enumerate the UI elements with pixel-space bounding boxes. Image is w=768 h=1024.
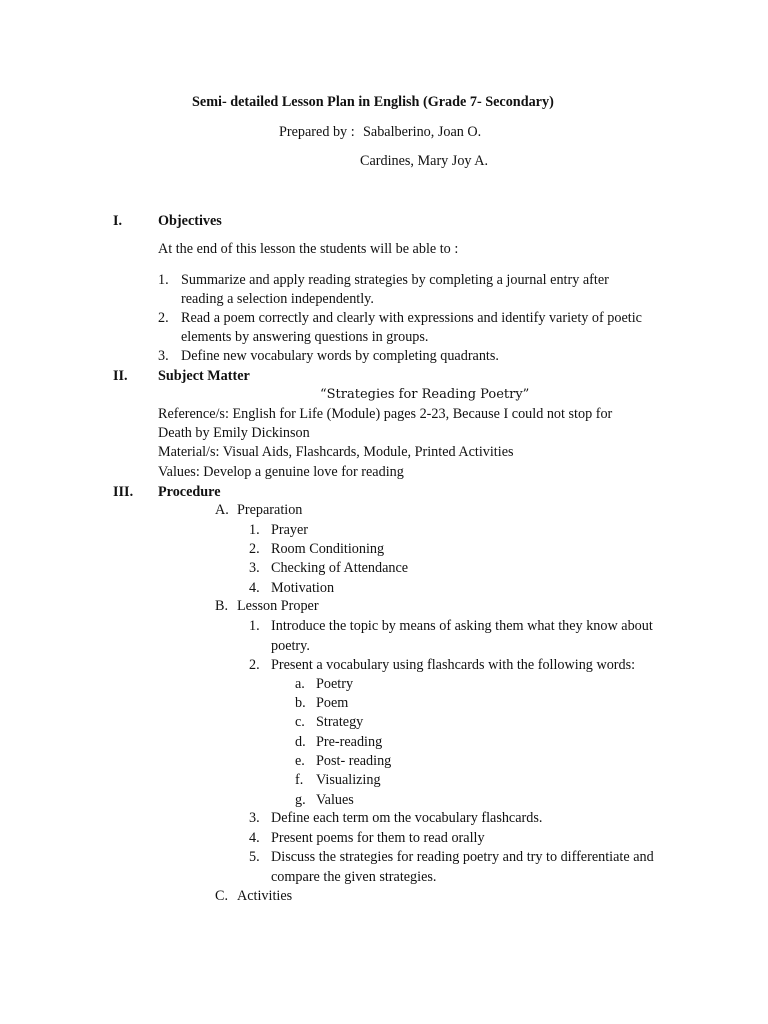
list-marker: c. (295, 714, 305, 730)
list-marker: 2. (249, 657, 260, 673)
subsection-heading-lesson-proper: Lesson Proper (237, 598, 319, 614)
list-marker: 1. (158, 272, 169, 288)
objective-item: Read a poem correctly and clearly with expressions and identify variety of poetic (181, 310, 642, 326)
subsection-marker: A. (215, 502, 229, 518)
list-marker: 3. (249, 560, 260, 576)
list-marker: 3. (158, 348, 169, 364)
objective-item: Summarize and apply reading strategies by completing a journal entry after (181, 272, 609, 288)
list-marker: 1. (249, 618, 260, 634)
list-marker: 5. (249, 849, 260, 865)
values-text: Values: Develop a genuine love for reading (158, 464, 404, 480)
document-title: Semi- detailed Lesson Plan in English (Grade 7- Secondary) (192, 94, 554, 110)
list-item: Introduce the topic by means of asking them what they know about (271, 618, 653, 634)
vocabulary-word: Poem (316, 695, 349, 711)
list-marker: d. (295, 734, 306, 750)
list-marker: 2. (249, 541, 260, 557)
section-numeral: III. (113, 484, 134, 500)
author-name: Cardines, Mary Joy A. (360, 153, 489, 169)
list-marker: 3. (249, 810, 260, 826)
list-marker: 2. (158, 310, 169, 326)
list-item: Prayer (271, 522, 309, 538)
author-name: Sabalberino, Joan O. (363, 124, 482, 140)
section-heading-objectives: Objectives (158, 213, 222, 229)
list-item: Motivation (271, 580, 335, 596)
vocabulary-word: Strategy (316, 714, 364, 730)
objective-item-continued: elements by answering questions in groups. (181, 329, 429, 345)
list-marker: g. (295, 792, 306, 808)
materials-text: Material/s: Visual Aids, Flashcards, Module, Printed Activities (158, 444, 514, 460)
list-item: Checking of Attendance (271, 560, 409, 576)
section-heading-subject-matter: Subject Matter (158, 368, 250, 384)
objectives-intro: At the end of this lesson the students will be able to : (158, 241, 459, 257)
list-marker: b. (295, 695, 306, 711)
list-marker: f. (295, 772, 304, 788)
prepared-by-label: Prepared by : (279, 124, 355, 140)
section-heading-procedure: Procedure (158, 484, 221, 500)
list-marker: 4. (249, 830, 260, 846)
reference-text-continued: Death by Emily Dickinson (158, 425, 310, 441)
list-item: Discuss the strategies for reading poetry and try to differentiate and (271, 849, 654, 865)
list-item: Present a vocabulary using flashcards with the following words: (271, 657, 636, 673)
vocabulary-word: Visualizing (316, 772, 381, 788)
list-item: Room Conditioning (271, 541, 385, 557)
list-marker: 4. (249, 580, 260, 596)
lesson-topic: “Strategies for Reading Poetry” (320, 387, 530, 402)
objective-item-continued: reading a selection independently. (181, 291, 374, 307)
subsection-heading-preparation: Preparation (237, 502, 303, 518)
list-item-continued: compare the given strategies. (271, 869, 437, 885)
objective-item: Define new vocabulary words by completing quadrants. (181, 348, 499, 364)
list-marker: 1. (249, 522, 260, 538)
subsection-marker: C. (215, 888, 229, 904)
vocabulary-word: Poetry (316, 676, 354, 692)
vocabulary-word: Pre-reading (316, 734, 383, 750)
section-numeral: II. (113, 368, 128, 384)
list-item: Present poems for them to read orally (271, 830, 485, 846)
subsection-heading-activities: Activities (237, 888, 293, 904)
list-marker: e. (295, 753, 305, 769)
list-item-continued: poetry. (271, 638, 310, 654)
section-numeral: I. (113, 213, 123, 229)
list-marker: a. (295, 676, 305, 692)
vocabulary-word: Post- reading (316, 753, 392, 769)
subsection-marker: B. (215, 598, 229, 614)
vocabulary-word: Values (316, 792, 354, 808)
list-item: Define each term om the vocabulary flashcards. (271, 810, 543, 826)
reference-text: Reference/s: English for Life (Module) pages 2-23, Because I could not stop for (158, 406, 613, 422)
